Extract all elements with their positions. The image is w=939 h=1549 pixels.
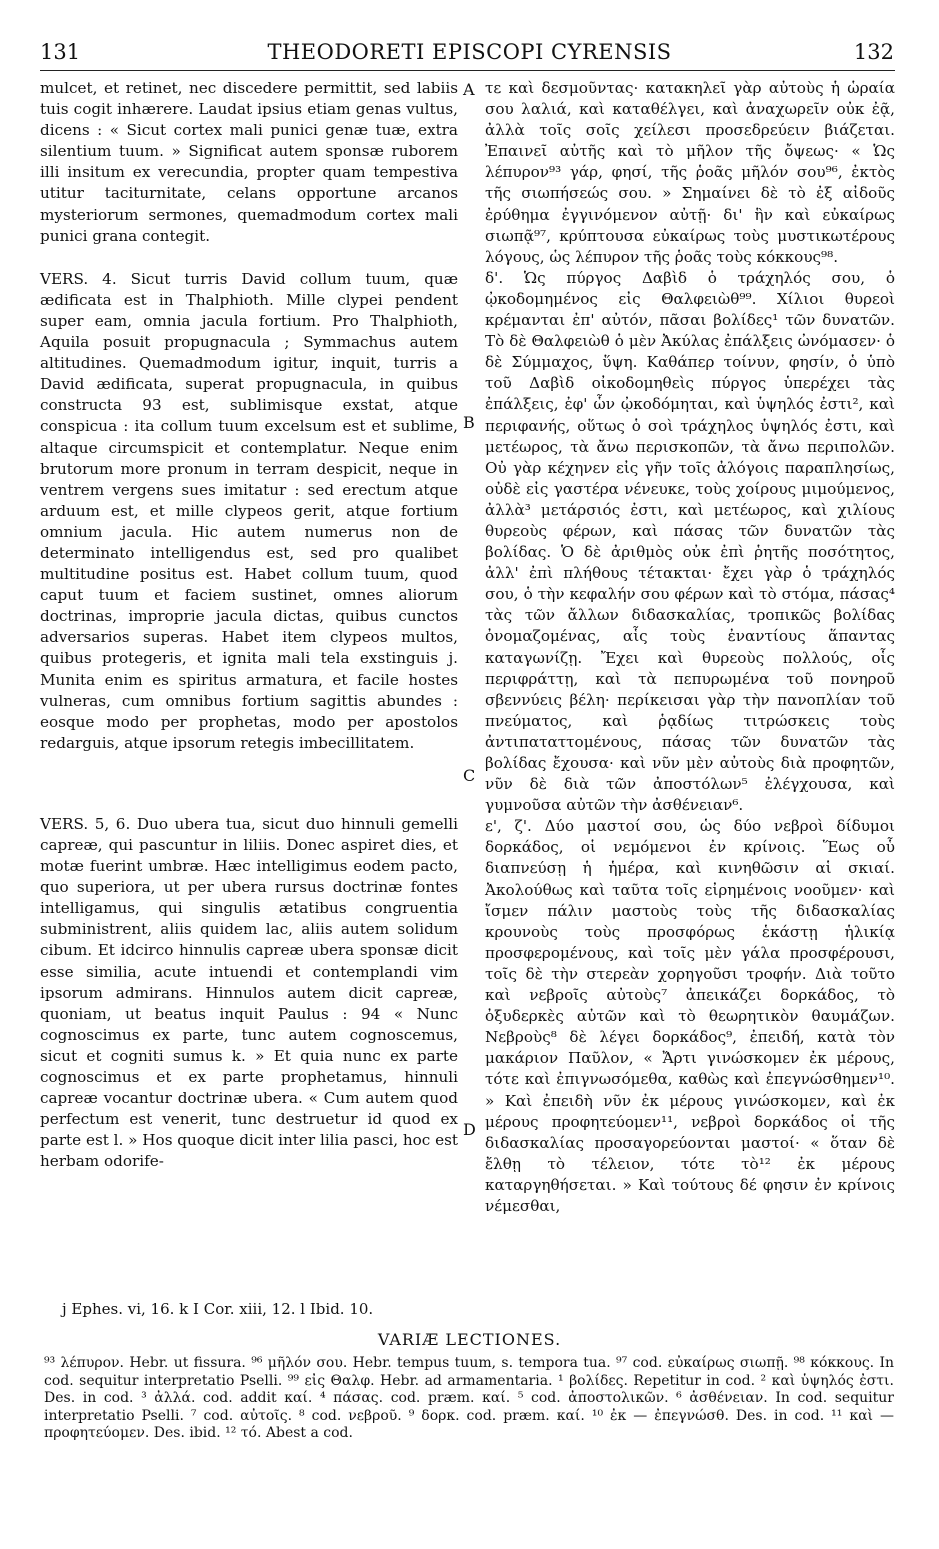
greek-column bbox=[485, 78, 895, 1217]
greek-paragraph-1: τε καὶ δεσμοῦντας· κατακηλεῖ γὰρ αὐτοὺς ἡ ὡραία σου λαλιά, καὶ καταθέλγει, καὶ ἀναχωρεῖν οὐκ ἐᾷ, ἀλλὰ τοῖς σοῖς χείλεσι προσεδρεύειν βιάζεται. Ἐπαινεῖ αὐτῆς καὶ τὸ μῆλον τῆς ὄψεως· « Ὡς λέπυρον⁹³ γάρ, φησί, τῆς ῥοᾶς μῆλόν σου⁹⁶, ἐκτὸς τῆς σιωπήσεώς σου. » Σημαίνει δὲ τὸ ἐξ αἰδοῦς ἐρύθημα ἐγγινόμενον αὐτῇ· δι' ἣν καὶ εὐκαίρως σιωπᾷ⁹⁷, κρύπτουσα εὐκαίρως τοὺς μυστικωτέρους λόγους, ὡς λέπυρον τῆς ῥοᾶς τοὺς κόκκους⁹⁸. bbox=[485, 79, 895, 266]
margin-letter-c: C bbox=[463, 766, 476, 785]
margin-letter-b: B bbox=[463, 413, 475, 432]
scripture-references: j Ephes. vi, 16. k I Cor. xiii, 12. l Ibid. 10. bbox=[62, 1300, 374, 1318]
margin-letter-d: D bbox=[463, 1120, 476, 1139]
variae-lectiones-notes: ⁹³ λέπυρον. Hebr. ut fissura. ⁹⁶ μῆλόν σου. Hebr. tempus tuum, s. tempora tua. ⁹⁷ cod. εὐκαίρως σιωπῇ. ⁹⁸ κόκκους. In cod. sequitur interpretatio Pselli. ⁹⁹ εἰς Θαλφ. Hebr. ad armamentaria. ¹ βολίδες. Repetitur in cod. ² καὶ ὑψηλός ἐστι. Des. in cod. ³ ἀλλά. cod. addit καί. ⁴ πάσας. cod. præm. καί. ⁵ cod. ἀποστολικῶν. ⁶ ἀσθένειαν. In cod. sequitur interpretatio Pselli. ⁷ cod. αὐτοῖς. ⁸ cod. νεβροῦ. ⁹ δορκ. cod. præm. καί. ¹⁰ ἐκ — ἐπεγνώσθ. Des. in cod. ¹¹ καὶ — προφητεύομεν. Des. ibid. ¹² τό. Abest a cod. bbox=[44, 1355, 894, 1441]
variae-lectiones-title: VARIÆ LECTIONES. bbox=[377, 1330, 562, 1349]
latin-paragraph-1: mulcet, et retinet, nec discedere permittit, sed labiis tuis cogit inhærere. Laudat ipsius etiam genas vultus, dicens : « Sicut cortex mali punici genæ tuæ, extra silentium tuum. » Significat autem sponsæ ruborem illi insitum ex verecundia, propter quam tempestiva utitur taciturnitate, celans opportune arcanos mysteriorum sermones, quemadmodum cortex mali punici grana contegit. bbox=[40, 79, 458, 245]
latin-column bbox=[40, 78, 458, 1173]
latin-paragraph-3: VERS. 5, 6. Duo ubera tua, sicut duo hinnuli gemelli capreæ, qui pascuntur in liliis. Donec aspiret dies, et motæ fuerint umbræ. Hæc intelligimus eodem pacto, quo superiora, ut per ubera rursus doctrinæ fontes intelligamus, qui singulis ætatibus congruentia subministrent, aliis quidem lac, aliis autem solidum cibum. Et idcirco hinnulis capreæ ubera sponsæ dicit esse similia, acute intuendi et contemplandi vim ipsorum admirans. Hinnulos autem dicit capreæ, quoniam, ut beatus inquit Paulus : 94 « Nunc cognoscimus ex parte, tunc autem cognoscemus, sicut et cogniti sumus k. » Et quia nunc ex parte cognoscimus et ex parte prophetamus, hinnuli capreæ vocantur doctrinæ ubera. « Cum autem quod perfectum est venerit, tunc destruetur id quod ex parte est l. » Hos quoque dicit inter lilia pasci, hoc est herbam odorife- bbox=[40, 814, 459, 1171]
latin-paragraph-2: VERS. 4. Sicut turris David collum tuum, quæ ædificata est in Thalphioth. Mille clypei pendent super eam, omnia jacula fortium. Pro Thalphioth, Aquila posuit propugnacula ; Symmachus autem altitudines. Quemadmodum igitur, inquit, turris a David ædificata, superat propugnacula, in quibus constructa 93 est, sublimisque exstat, atque conspicua : ita collum tuum excelsum est et sublime, altaque circumspicit et contemplatur. Neque enim brutorum more pronum in terram despicit, neque in ventrem vergens sues imitatur : sed erectum atque arduum est, et mille clypeos gerit, atque fortium omnium jacula. Hic autem numerus non de determinato intelligendus est, sed pro qualibet multitudine positus est. Habet collum tuum, quod caput tuum et faciem sustinet, omnes aliorum doctrinas, improprie jacula dictas, quibus cunctos adversarios superas. Habet item clypeos multos, quibus protegeris, et ignita mali tela exstinguis j. Munita enim es spiritus armatura, et facile hostes vulneras, cum omnibus fortium sagittis abundes : eosque modo per prophetas, modo per apostolos redarguis, atque ipsorum retegis imbecillitatem. bbox=[40, 269, 458, 752]
header-rule bbox=[40, 70, 895, 71]
margin-letter-a: A bbox=[463, 80, 475, 99]
greek-paragraph-3: ε', ζ'. Δύο μαστοί σου, ὡς δύο νεβροὶ δίδυμοι δορκάδος, οἱ νεμόμενοι ἐν κρίνοις. Ἕως οὗ διαπνεύσῃ ἡ ἡμέρα, καὶ κινηθῶσιν αἱ σκιαί. Ἀκολούθως καὶ ταῦτα τοῖς εἰρημένοις νοοῦμεν· καὶ ἴσμεν πάλιν μαστοὺς τοὺς τῆς διδασκαλίας κρουνοὺς τοὺς προσφόρως ἑκάστῃ ἡλικίᾳ προσφερομένους, καὶ τοῖς μὲν γάλα προσφέρουσι, τοῖς δὲ τὴν στερεὰν χορηγοῦσι τροφήν. Διὰ τοῦτο καὶ νεβροῖς αὐτοὺς⁷ ἀπεικάζει δορκάδος, τὸ ὀξυδερκὲς αὐτῶν καὶ τὸ θεωρητικὸν θαυμάζων. Νεβροὺς⁸ δὲ λέγει δορκάδος⁹, ἐπειδή, κατὰ τὸν μακάριον Παῦλον, « Ἄρτι γινώσκομεν ἐκ μέρους, τότε καὶ ἐπιγνωσόμεθα, καθὼς καὶ ἐπεγνώσθημεν¹⁰. » Καὶ ἐπειδὴ νῦν ἐκ μέρους γινώσκομεν, καὶ ἐκ μέρους προφητεύομεν¹¹, νεβροὶ δορκάδος οἱ τῆς διδασκαλίας προσαγορεύονται μαστοί· « ὅταν δὲ ἔλθῃ τὸ τέλειον, τότε τὸ¹² ἐκ μέρους καταργηθήσεται. » Καὶ τούτους δέ φησιν ἐν κρίνοις νέμεσθαι, bbox=[485, 817, 895, 1215]
page-number-left: 131 bbox=[40, 40, 81, 64]
running-title: THEODORETI EPISCOPI CYRENSIS bbox=[267, 40, 672, 64]
greek-paragraph-2: δ'. Ὡς πύργος Δαβὶδ ὁ τράχηλός σου, ὁ ᾠκοδομημένος εἰς Θαλφειὼθ⁹⁹. Χίλιοι θυρεοὶ κρέμανται ἐπ' αὐτόν, πᾶσαι βολίδες¹ τῶν δυνατῶν. Τὸ δὲ Θαλφειὼθ ὁ μὲν Ἀκύλας ἐπάλξεις ὠνόμασεν· ὁ δὲ Σύμμαχος, ὕψη. Καθάπερ τοίνυν, φησίν, ὁ ὑπὸ τοῦ Δαβὶδ οἰκοδομηθεὶς πύργος ὑπερέχει τὰς ἐπάλξεις, ἐφ' ὧν ᾠκοδόμηται, καὶ ὑψηλός ἐστι², καὶ περιφανής, οὕτως ὁ σοὶ τράχηλος ὑψηλός ἐστι, καὶ μετέωρος, τὰ ἄνω περισκοπῶν, τὰ ἄνω περιπολῶν. Οὐ γὰρ κέχηνεν εἰς γῆν τοῖς ἀλόγοις παραπλησίως, οὐδὲ εἰς γαστέρα νένευκε, τοὺς χοίρους μιμούμενος, ἀλλὰ³ μετάρσιός ἐστι, καὶ μετέωρος, καὶ χιλίους θυρεοὺς φέρων, καὶ πάσας τῶν δυνατῶν τὰς βολίδας. Ὁ δὲ ἀριθμὸς οὐκ ἐπὶ ῥητῆς ποσότητος, ἀλλ' ἐπὶ πλήθους τέτακται· ἔχει γὰρ ὁ τράχηλός σου, ὁ τὴν κεφαλήν σου φέρων καὶ τὸ στόμα, πάσας⁴ τὰς τῶν ἄλλων διδασκαλίας, τροπικῶς βολίδας ὀνομαζομένας, αἷς τοὺς ἐναντίους ἅπαντας καταγωνίζῃ. Ἔχει καὶ θυρεοὺς πολλούς, οἷς περιφράττῃ, καὶ τὰ πεπυρωμένα τοῦ πονηροῦ σβεννύεις βέλη· περίκεισαι γὰρ τὴν πανοπλίαν τοῦ πνεύματος, καὶ ῥᾳδίως τιτρώσκεις τοὺς ἀντιπαταττομένους, πάσας τῶν δυνατῶν τὰς βολίδας ἔχουσα· καὶ νῦν μὲν αὐτοὺς διὰ προφητῶν, νῦν δὲ διὰ τῶν ἀποστόλων⁵ ἐλέγχουσα, καὶ γυμνοῦσα αὐτῶν τὴν ἀσθένειαν⁶. bbox=[485, 268, 895, 815]
running-header bbox=[0, 40, 939, 70]
page-number-right: 132 bbox=[853, 40, 894, 64]
